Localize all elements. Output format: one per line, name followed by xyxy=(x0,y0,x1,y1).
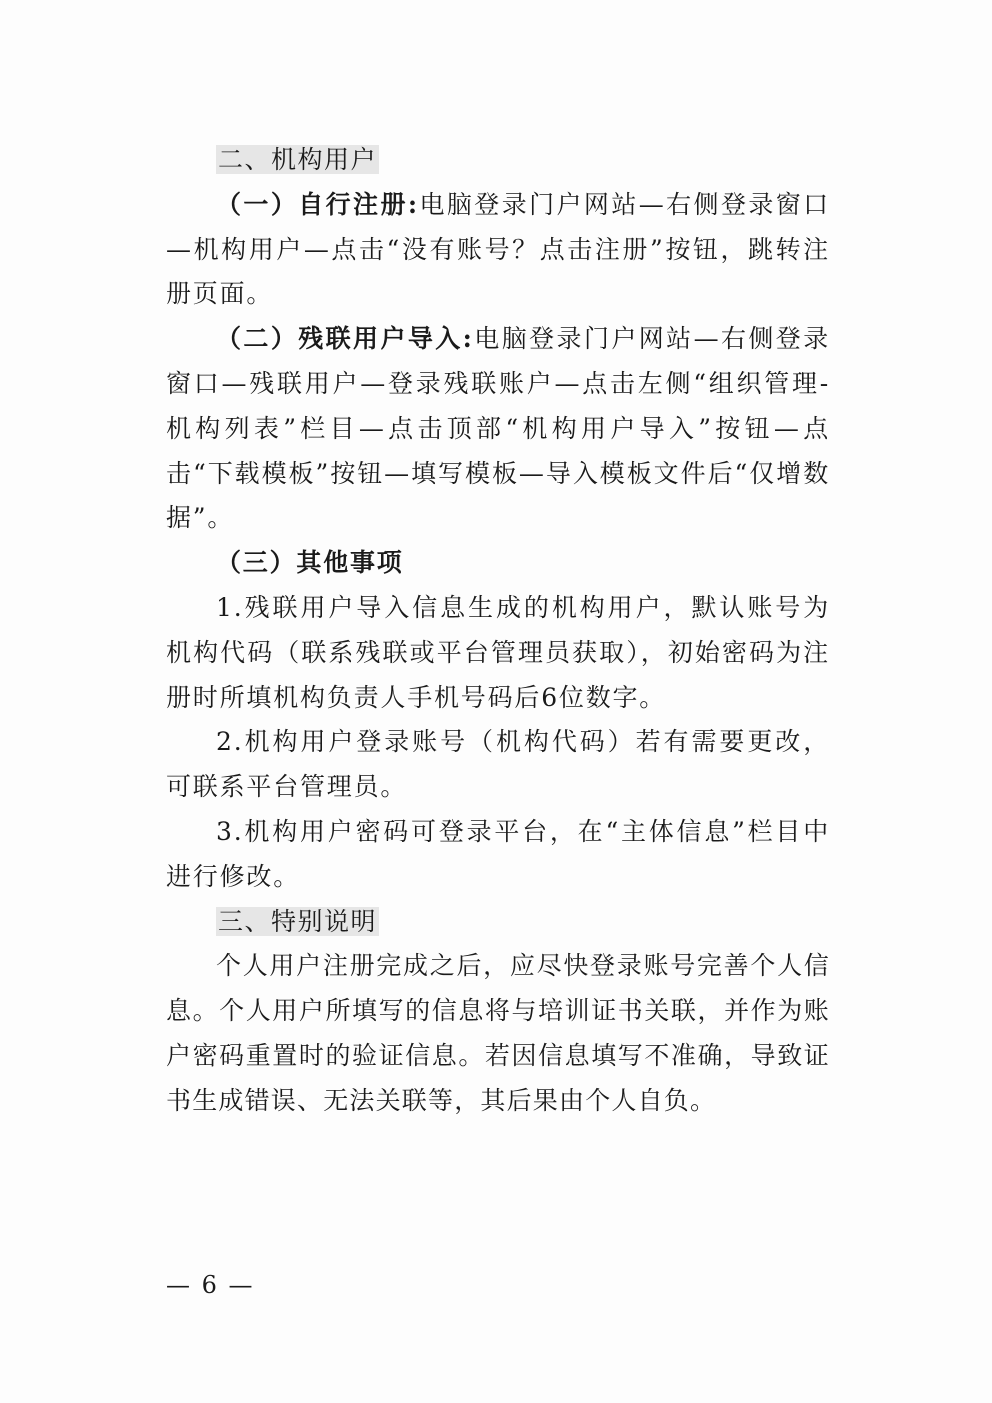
list-item-default-account: 1.残联用户导入信息生成的机构用户，默认账号为机构代码（联系残联或平台管理员获取），初始密码为注册时所填机构负责人手机号码后6位数字。 xyxy=(166,592,830,712)
document-body xyxy=(166,138,830,1124)
section-heading-institution-users: 二、机构用户 xyxy=(218,145,378,174)
paragraph-disabled-federation-import xyxy=(166,317,830,541)
paragraph-self-registration-text: 电脑登录门户网站—右侧登录窗口—机构用户—点击“没有账号？点击注册”按钮，跳转注册页面。 xyxy=(166,189,830,309)
paragraph-special-notes: 个人用户注册完成之后，应尽快登录账号完善个人信息。个人用户所填写的信息将与培训证书关联，并作为账户密码重置时的验证信息。若因信息填写不准确，导致证书生成错误、无法关联等，其后果由个人自负。 xyxy=(166,951,830,1115)
list-item-change-account: 2.机构用户登录账号（机构代码）若有需要更改，可联系平台管理员。 xyxy=(166,727,830,802)
paragraph-disabled-federation-import-text: 电脑登录门户网站—右侧登录窗口—残联用户—登录残联账户—点击左侧“组织管理-机构列表”栏目—点击顶部“机构用户导入”按钮—点击“下载模板”按钮—填写模板—导入模板文件后“仅增数据”。 xyxy=(166,324,830,533)
subheading-disabled-federation-import: （二）残联用户导入: xyxy=(216,324,474,354)
page-number: — 6 — xyxy=(166,1271,255,1299)
paragraph-self-registration xyxy=(166,183,830,317)
section-heading-special-notes: 三、特别说明 xyxy=(218,906,378,936)
list-item-change-password: 3.机构用户密码可登录平台，在“主体信息”栏目中进行修改。 xyxy=(166,816,830,891)
subheading-other-matters: （三）其他事项 xyxy=(216,548,404,578)
subheading-self-registration: （一）自行注册: xyxy=(216,189,419,219)
